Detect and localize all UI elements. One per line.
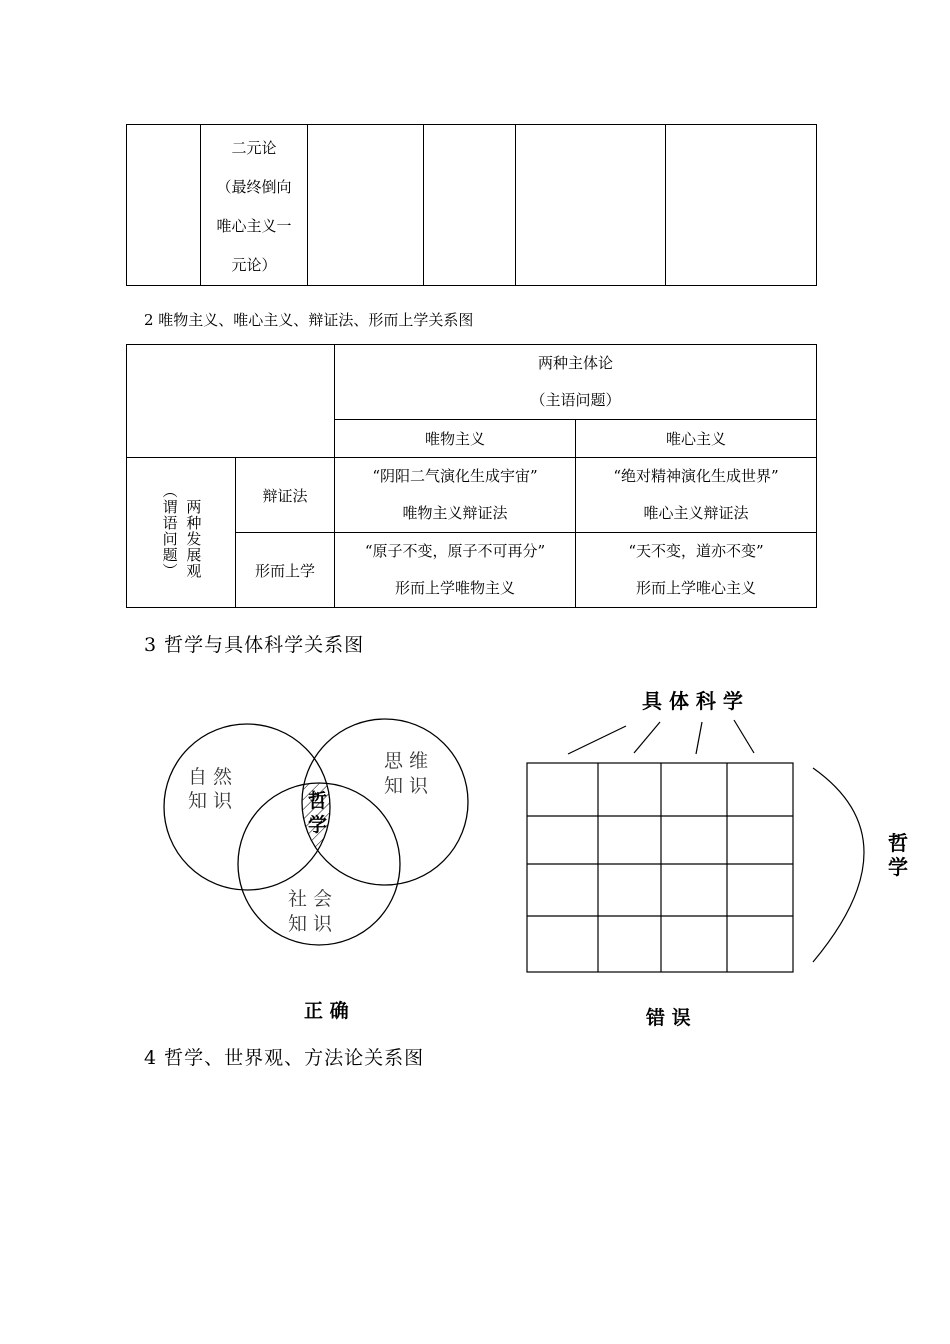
relation-table bbox=[126, 344, 817, 608]
grid-diagram bbox=[520, 680, 920, 1040]
cell-dialectical-materialism bbox=[335, 458, 576, 533]
social-label: 社 会 bbox=[288, 888, 333, 910]
cell-name: 唯物主义辩证法 bbox=[402, 504, 508, 522]
pointer-line bbox=[696, 722, 702, 754]
cell-name: 形而上学唯心主义 bbox=[636, 579, 757, 597]
pointer-line bbox=[634, 722, 660, 753]
table-cell bbox=[516, 125, 666, 286]
philosophy-center-label: 学 bbox=[308, 814, 328, 836]
thinking-label: 思 维 bbox=[384, 750, 429, 772]
section-4-caption: 4 哲学、世界观、方法论关系图 bbox=[144, 1047, 425, 1069]
empty-corner-cell bbox=[127, 345, 335, 458]
subject-theory-header bbox=[335, 345, 817, 420]
dualism-line: 唯心主义一 bbox=[216, 217, 292, 235]
cell-quote: “阴阳二气演化生成宇宙” bbox=[372, 467, 538, 485]
row-group-label: 两种发展观 bbox=[184, 498, 203, 579]
cell-name: 唯心主义辩证法 bbox=[643, 504, 749, 522]
table-cell bbox=[424, 125, 516, 286]
wrong-verdict: 错 误 bbox=[646, 1007, 691, 1029]
table-cell bbox=[127, 125, 201, 286]
row-dialectics: 辩证法 bbox=[236, 458, 335, 533]
cell-metaphysical-materialism bbox=[335, 533, 576, 608]
col-materialism: 唯物主义 bbox=[335, 420, 576, 458]
sciences-grid bbox=[527, 763, 793, 972]
social-label: 知 识 bbox=[288, 913, 333, 935]
philosophy-brace bbox=[813, 768, 864, 962]
pointer-line bbox=[734, 720, 754, 753]
natural-label: 知 识 bbox=[188, 790, 233, 812]
dualism-line: 二元论 bbox=[231, 139, 277, 157]
cell-quote: “绝对精神演化生成世界” bbox=[613, 467, 779, 485]
pointer-line bbox=[568, 726, 626, 754]
table-cell bbox=[666, 125, 817, 286]
dualism-line: （最终倒向 bbox=[216, 178, 292, 196]
col-idealism: 唯心主义 bbox=[576, 420, 817, 458]
cell-quote: “天不变，道亦不变” bbox=[628, 542, 764, 560]
venn-diagram bbox=[150, 695, 490, 1030]
table-cell bbox=[308, 125, 424, 286]
cell-dialectical-idealism bbox=[576, 458, 817, 533]
row-metaphysics: 形而上学 bbox=[236, 533, 335, 608]
specific-sciences-title: 具 体 科 学 bbox=[642, 689, 743, 713]
development-view-cell bbox=[127, 458, 236, 608]
header-sub: （主语问题） bbox=[530, 391, 621, 409]
section-3-caption: 3 哲学与具体科学关系图 bbox=[144, 634, 365, 656]
header-main: 两种主体论 bbox=[538, 354, 614, 372]
philosophy-side-label: 哲 bbox=[888, 831, 908, 855]
partial-table bbox=[126, 124, 817, 286]
cell-metaphysical-idealism bbox=[576, 533, 817, 608]
table-cell-dualism bbox=[201, 125, 308, 286]
philosophy-side-label: 学 bbox=[888, 855, 908, 879]
dualism-line: 元论） bbox=[231, 256, 277, 274]
natural-label: 自 然 bbox=[188, 766, 233, 788]
correct-verdict: 正 确 bbox=[304, 1000, 349, 1022]
philosophy-center-label: 哲 bbox=[308, 790, 328, 812]
thinking-label: 知 识 bbox=[384, 775, 429, 797]
cell-quote: “原子不变，原子不可再分” bbox=[364, 542, 546, 560]
section-2-caption: 2 唯物主义、唯心主义、辩证法、形而上学关系图 bbox=[144, 311, 474, 329]
cell-name: 形而上学唯物主义 bbox=[394, 579, 515, 597]
row-group-sub: （谓语问题） bbox=[160, 482, 179, 579]
